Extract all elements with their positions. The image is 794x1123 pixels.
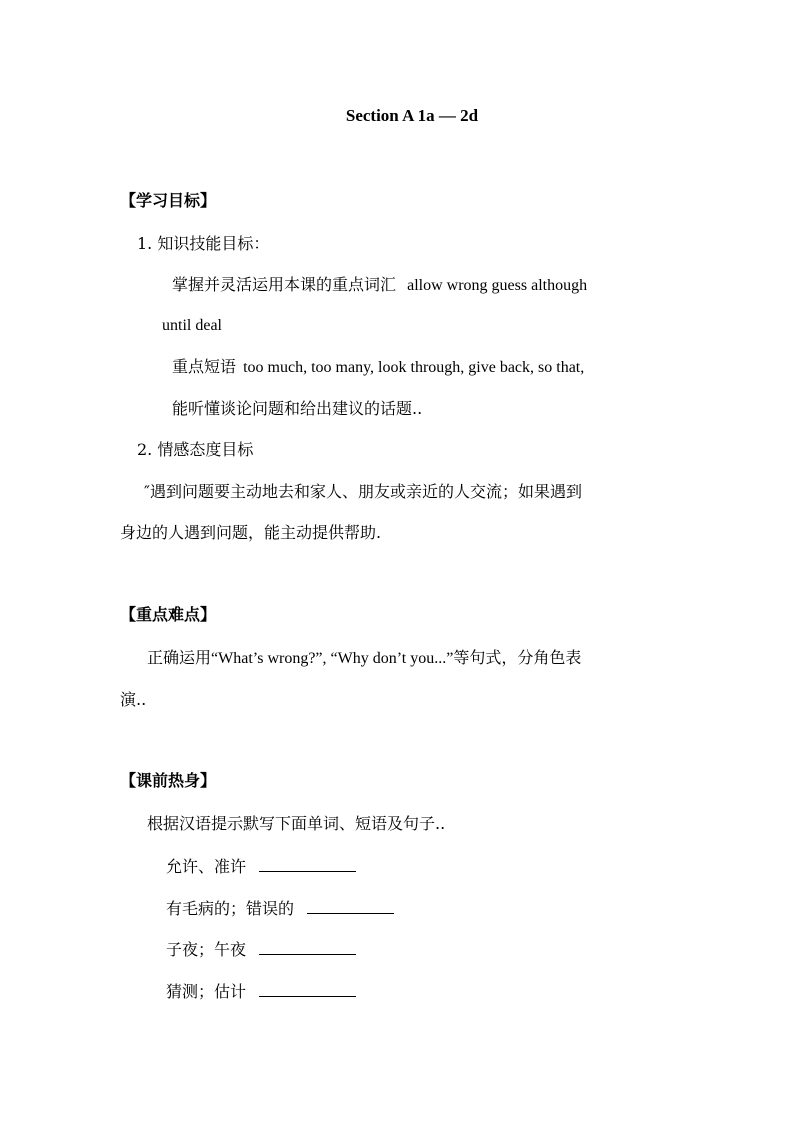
answer-blank[interactable]	[259, 940, 356, 955]
objective-item-1-label: 1. 知识技能目标：	[137, 234, 270, 253]
phrases-prefix: 重点短语	[172, 357, 237, 376]
answer-blank[interactable]	[259, 857, 356, 872]
warmup-item-prompt: 有毛病的；错误的	[166, 899, 295, 918]
key-points-line-2: 演..	[120, 690, 147, 709]
warmup-item	[166, 940, 356, 960]
emotion-line-1: ″遇到问题要主动地去和家人、朋友或亲近的人交流；如果遇到	[144, 482, 582, 501]
key-points-line-1	[147, 648, 581, 669]
warmup-instruction: 根据汉语提示默写下面单词、短语及句子..	[147, 814, 446, 833]
objective-item-2-label: 2. 情感态度目标	[137, 440, 254, 459]
vocab-prefix: 掌握并灵活运用本课的重点词汇	[172, 275, 397, 294]
warmup-item	[166, 899, 394, 919]
phrases-line	[172, 357, 584, 378]
vocab-words-line-2: until deal	[162, 317, 222, 334]
warmup-item-prompt: 允许、准许	[166, 857, 247, 876]
phrases-text: too much, too many, look through, give back, so that,	[243, 359, 585, 376]
warmup-item-prompt: 子夜；午夜	[166, 940, 247, 959]
answer-blank[interactable]	[259, 982, 356, 997]
warmup-item-prompt: 猜测；估计	[166, 982, 247, 1001]
page-title: Section A 1a — 2d	[345, 106, 479, 125]
vocab-words-line-1: allow wrong guess although	[407, 277, 588, 294]
key-points-quote: “What’s wrong?”, “Why don’t you...”	[211, 650, 454, 667]
key-points-suffix: 等句式，分角色表	[453, 648, 582, 667]
warmup-item	[166, 982, 356, 1002]
answer-blank[interactable]	[307, 899, 394, 914]
emotion-line-2: 身边的人遇到问题，能主动提供帮助.	[120, 523, 382, 542]
key-points-prefix: 正确运用	[147, 648, 212, 667]
warmup-heading: 【课前热身】	[120, 771, 217, 790]
warmup-item	[166, 857, 356, 877]
listening-goal: 能听懂谈论问题和给出建议的话题..	[172, 399, 423, 418]
vocab-line-1	[172, 275, 587, 296]
objectives-heading: 【学习目标】	[120, 191, 217, 210]
key-points-heading: 【重点难点】	[120, 605, 217, 624]
